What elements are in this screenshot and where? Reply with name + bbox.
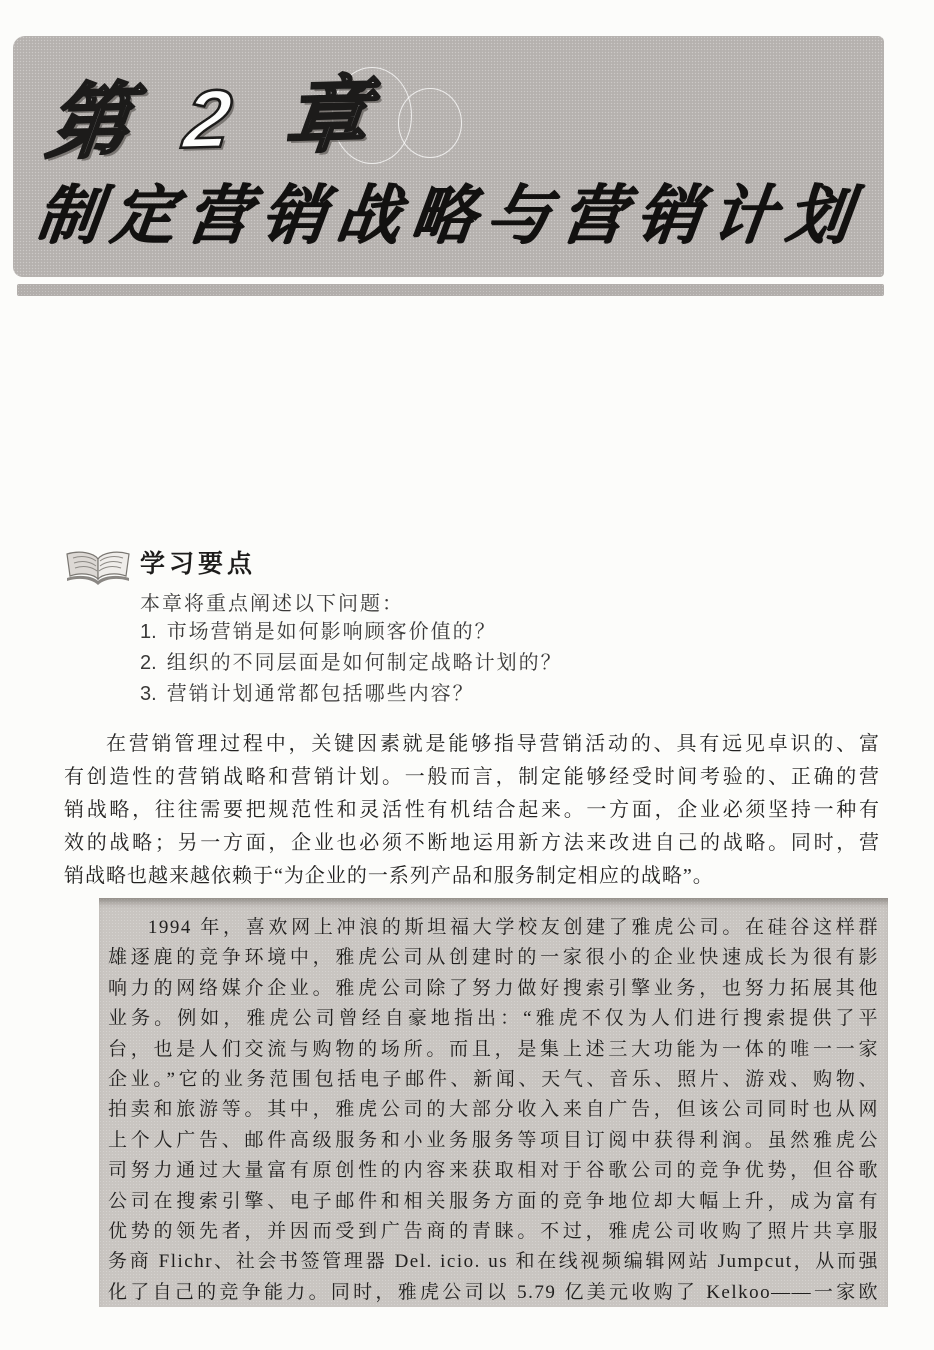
- chapter-number: 第 2 章: [42, 69, 390, 170]
- paragraph-line: 销战略，往往需要把规范性和灵活性有机结合起来。一方面，企业必须坚持一种有: [64, 799, 880, 821]
- list-item: [140, 648, 760, 679]
- divider-bar: [17, 284, 884, 296]
- paragraph-line: 销战略也越来越依赖于“为企业的一系列产品和服务制定相应的战略”。: [64, 865, 714, 887]
- item-text: 市场营销是如何影响顾客价值的？: [166, 621, 497, 643]
- chapter-header: [13, 36, 884, 277]
- list-item: [140, 617, 760, 648]
- case-line: 公司在搜索引擎、电子邮件和相关服务方面的竞争地位却大幅上升，成为富有: [108, 1190, 879, 1212]
- case-box: [99, 898, 888, 1307]
- case-line: 上个人广告、邮件高级服务和小业务服务等项目订阅中获得利润。虽然雅虎公: [108, 1129, 879, 1151]
- case-line: 优势的领先者，并因而受到广告商的青睐。不过，雅虎公司收购了照片共享服: [108, 1221, 879, 1243]
- item-text: 组织的不同层面是如何制定战略计划的？: [166, 652, 563, 674]
- case-line: 司努力通过大量富有原创性的内容来获取相对于谷歌公司的竞争优势，但谷歌: [108, 1160, 879, 1182]
- case-line: 业务。例如，雅虎公司曾经自豪地指出：“雅虎不仅为人们进行搜索提供了平: [108, 1008, 879, 1030]
- case-line: 拍卖和旅游等。其中，雅虎公司的大部分收入来自广告，但该公司同时也从网: [108, 1099, 879, 1121]
- learning-points-list: [140, 617, 760, 710]
- case-line: 雄逐鹿的竞争环境中，雅虎公司从创建时的一家很小的企业快速成长为很有影: [108, 947, 879, 969]
- learning-points-heading: 学习要点: [140, 550, 257, 578]
- case-line: 务商 Flichr、社会书签管理器 Del. icio. us 和在线视频编辑网站 Jumpcut，从而强: [108, 1251, 879, 1273]
- intro-paragraph: [64, 728, 880, 893]
- decorative-circle-icon: [398, 88, 462, 158]
- item-number: 1.: [140, 621, 157, 643]
- paragraph-line: 效的战略；另一方面，企业也必须不断地运用新方法来改进自己的战略。同时，营: [64, 832, 880, 854]
- item-text: 营销计划通常都包括哪些内容？: [166, 683, 475, 705]
- case-line: 台，也是人们交流与购物的场所。而且，是集上述三大功能为一体的唯一一家: [108, 1038, 879, 1060]
- paragraph-line: 在营销管理过程中，关键因素就是能够指导营销活动的、具有远见卓识的、富: [106, 733, 880, 755]
- learning-points-intro: 本章将重点阐述以下问题：: [140, 593, 404, 615]
- open-book-icon: [64, 550, 132, 586]
- case-line: 1994 年，喜欢网上冲浪的斯坦福大学校友创建了雅虎公司。在硅谷这样群: [147, 917, 879, 938]
- item-number: 3.: [140, 683, 157, 705]
- list-item: [140, 679, 760, 710]
- case-line: 响力的网络媒介企业。雅虎公司除了努力做好搜索引擎业务，也努力拓展其他: [108, 977, 879, 999]
- case-line: 化了自己的竞争能力。同时，雅虎公司以 5.79 亿美元收购了 Kelkoo——一家欧: [108, 1281, 879, 1303]
- item-number: 2.: [140, 652, 157, 674]
- paragraph-line: 有创造性的营销战略和营销计划。一般而言，制定能够经受时间考验的、正确的营: [64, 766, 880, 788]
- chapter-title: 制定营销战略与营销计划: [31, 179, 866, 251]
- case-line: 企业。”它的业务范围包括电子邮件、新闻、天气、音乐、照片、游戏、购物、: [108, 1069, 879, 1091]
